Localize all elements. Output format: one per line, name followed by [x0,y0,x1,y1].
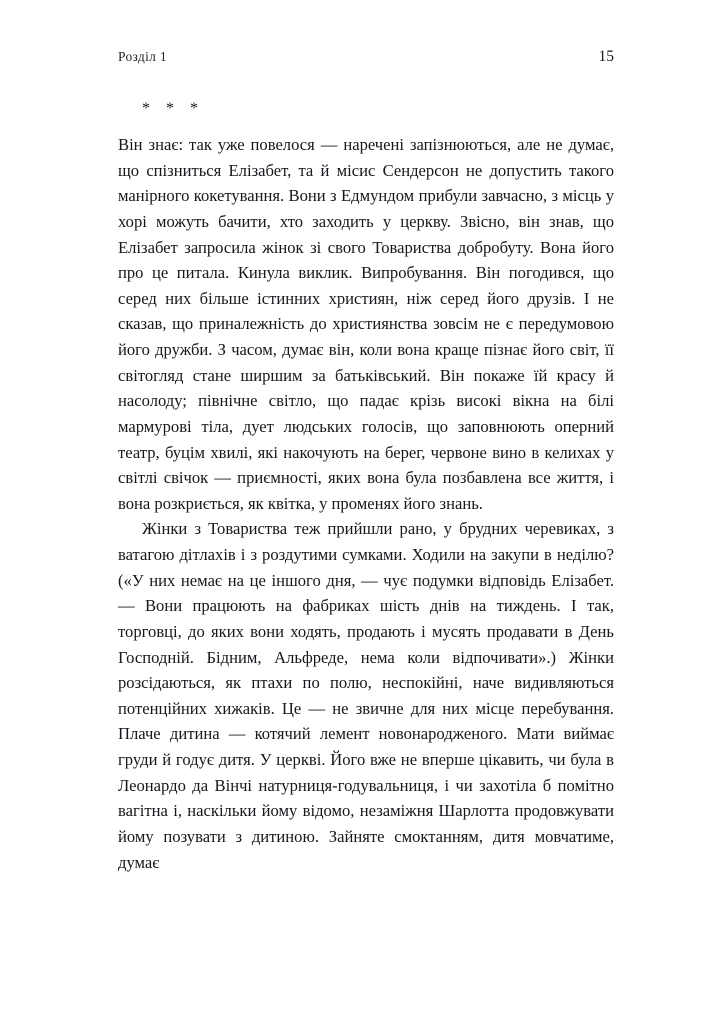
page-number: 15 [598,48,614,65]
paragraph: Жінки з Товариства теж прийшли рано, у брудних черевиках, з ватагою дітлахів і з роздутими сумками. Ходили на закупи в неділю? («У них немає на це іншого дня, — чує подумки відповідь Елізабет. — Вони працюють на фабриках шість днів на тиждень. І так, торговці, до яких вони ходять, продають і мусять продавати в День Господній. Бідним, Альфреде, нема коли відпочивати».) Жінки розсідаються, як птахи по полю, неспокійні, наче видивляються потенційних хижаків. Це — не звичне для них місце перебування. Плаче дитина — котячий лемент новонародженого. Мати виймає груди й годує дитя. У церкві. Його вже не вперше цікавить, чи була в Леонардо да Вінчі натурниця-годувальниця, і чи захотіла б помітно вагітна і, наскільки йому відомо, незаміжня Шарлотта продовжувати йому позувати з дитиною. Зайняте смоктанням, дитя мовчатиме, думає [118,519,614,872]
paragraph: Він знає: так уже повелося — наречені запізнюються, але не думає, що спізниться Елізабет, та й місис Сендерсон не допустить такого манірного кокетування. Вони з Едмундом прибули завчасно, з місць у хорі можуть бачити, хто заходить у церкву. Звісно, він знав, що Елізабет запросила жінок зі свого Товариства добробуту. Вона його про це питала. Кинула виклик. Випробування. Він погодився, що серед них більше істинних християн, ніж серед його друзів. І не сказав, що приналежність до християнства зовсім не є передумовою його дружби. З часом, думає він, коли вона краще пізнає його світ, її світогляд стане ширшим за батьківський. Він покаже їй красу й насолоду; північне світло, що падає крізь високі вікна на білі мармурові тіла, дует людських голосів, що заповнюють оперний театр, буцім хвилі, які накочують на берег, червоне вино в келихах у світлі свічок — приємності, яких вона була позбавлена все життя, і вона розкриється, як квітка, у променях його знань. [118,135,614,513]
body-text [118,132,614,875]
scene-break-ornament: * * * [142,100,204,117]
running-head [118,48,614,66]
chapter-label: Розділ 1 [118,49,167,64]
